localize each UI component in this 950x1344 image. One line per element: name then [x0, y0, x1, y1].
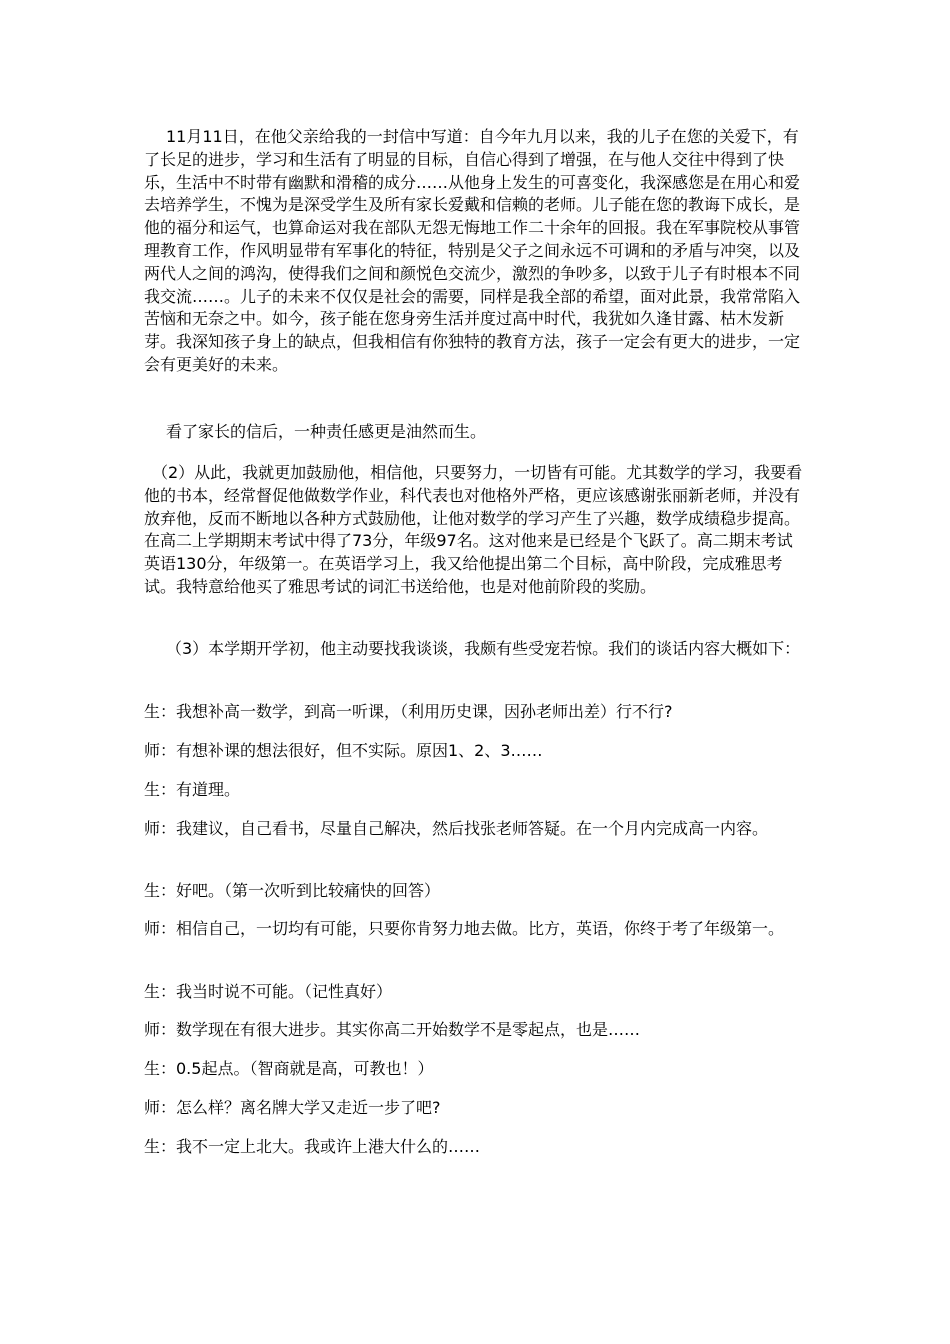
- dialog-line: 生：我想补高一数学，到高一听课，（利用历史课，因孙老师出差）行不行?: [144, 702, 673, 721]
- dialog-line: 生：我当时说不可能。（记性真好）: [144, 982, 393, 1001]
- dialog-line: 生：好吧。（第一次听到比较痛快的回答）: [144, 881, 441, 900]
- dialog-line: 师：数学现在有很大进步。其实你高二开始数学不是零起点，也是……: [144, 1020, 641, 1039]
- dialog-line: 师：有想补课的想法很好，但不实际。原因1、2、3……: [144, 741, 543, 760]
- dialog-line: 师：我建议，自己看书，尽量自己解决，然后找张老师答疑。在一个月内完成高一内容。: [144, 819, 769, 838]
- paragraph-reflection: 看了家长的信后，一种责任感更是油然而生。: [166, 422, 487, 441]
- paragraph-conversation-intro: （3）本学期开学初，他主动要找我谈谈，我颇有些受宠若惊。我们的谈话内容大概如下：: [166, 639, 801, 658]
- dialog-line: 生：0.5起点。（智商就是高，可教也！）: [144, 1059, 434, 1078]
- paragraph-encouragement: （2）从此，我就更加鼓励他，相信他，只要努力，一切皆有可能。尤其数学的学习，我要看他的书本，经常督促他做数学作业，科代表也对他格外严格，更应该感谢张丽新老师，并没有放弃他，反而不断地以各种方式鼓励他，让他对数学的学习产生了兴趣，数学成绩稳步提高。在高二上学期期末考试中得了73分，年级97名。这对他来是已经是个飞跃了。高二期末考试英语130分，年级第一。在英语学习上，我又给他提出第二个目标，高中阶段，完成雅思考试。我特意给他买了雅思考试的词汇书送给他，也是对他前阶段的奖励。: [144, 463, 803, 596]
- paragraph-letter: 11月11日，在他父亲给我的一封信中写道：自今年九月以来，我的儿子在您的关爱下，有了长足的进步，学习和生活有了明显的目标，自信心得到了增强，在与他人交往中得到了快乐，生活中不时带有幽默和滑稽的成分……从他身上发生的可喜变化，我深感您是在用心和爱去培养学生，不愧为是深受学生及所有家长爱戴和信赖的老师。儿子能在您的教诲下成长，是他的福分和运气，也算命运对我在部队无怨无悔地工作二十余年的回报。我在军事院校从事管理教育工作，作风明显带有军事化的特征，特别是父子之间永远不可调和的矛盾与冲突，以及两代人之间的鸿沟，使得我们之间和颜悦色交流少，激烈的争吵多，以致于儿子有时根本不同我交流……。儿子的未来不仅仅是社会的需要，同样是我全部的希望，面对此景，我常常陷入苦恼和无奈之中。如今，孩子能在您身旁生活并度过高中时代，我犹如久逢甘露、枯木发新芽。我深知孩子身上的缺点，但我相信有你独特的教育方法，孩子一定会有更大的进步，一定会有更美好的未来。: [144, 127, 801, 374]
- dialog-line: 师：相信自己，一切均有可能，只要你肯努力地去做。比方，英语，你终于考了年级第一。: [144, 919, 785, 938]
- dialog-line: 生：我不一定上北大。我或许上港大什么的……: [144, 1137, 481, 1156]
- dialog-line: 师：怎么样？离名牌大学又走近一步了吧?: [144, 1098, 441, 1117]
- dialog-line: 生：有道理。: [144, 780, 241, 799]
